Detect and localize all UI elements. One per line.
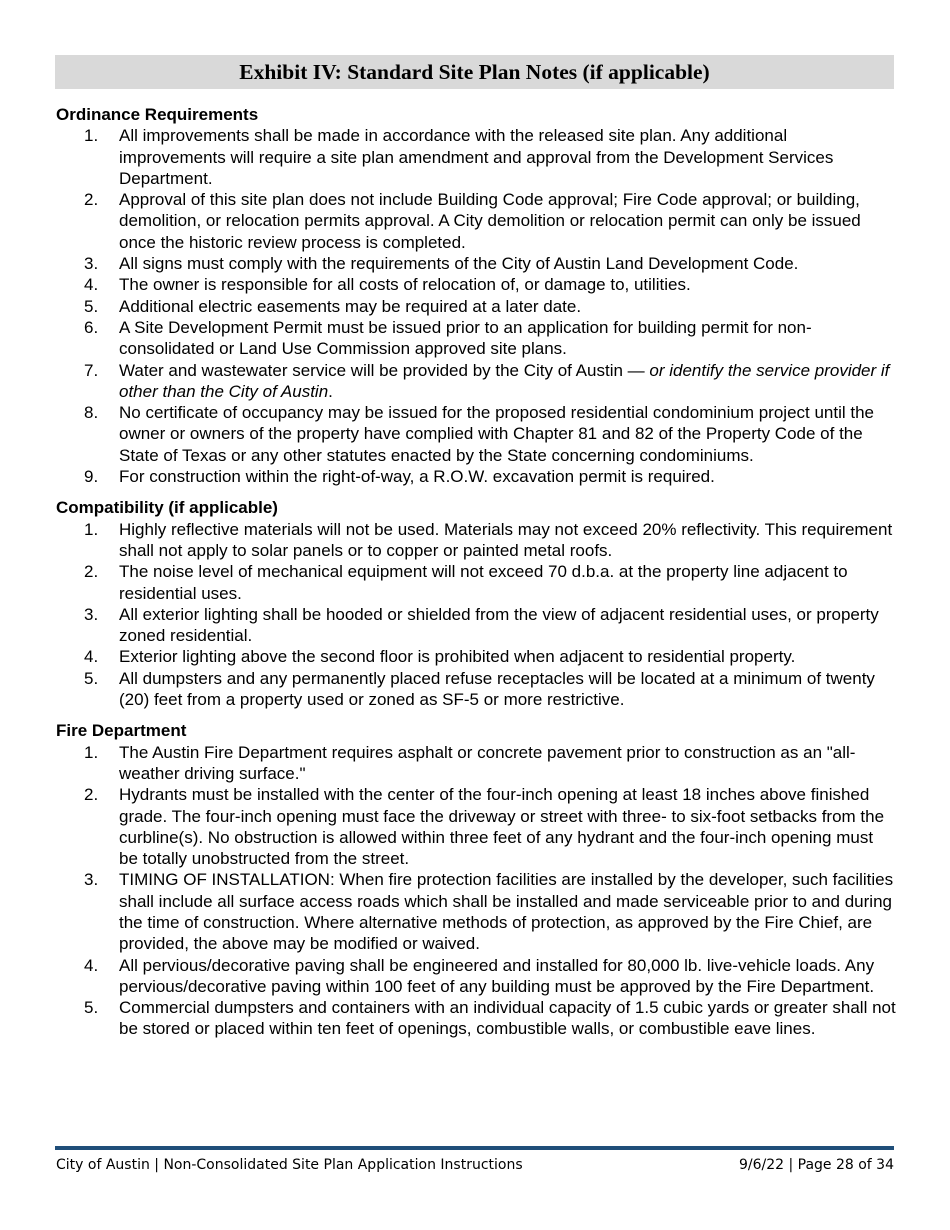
list-item: 1. Highly reflective materials will not be used. Materials may not exceed 20% reflectivity. This requirement shall not apply to solar panels or to copper or painted metal roofs.: [84, 519, 893, 560]
compatibility-list: [56, 519, 896, 711]
list-item: 7. Water and wastewater service will be provided by the City of Austin — or identify the service provider if other than the City of Austin.: [84, 360, 890, 401]
list-item: 5. Commercial dumpsters and containers with an individual capacity of 1.5 cubic yards or greater shall not be stored or placed within ten feet of openings, combustible walls, or combustible eave lines.: [84, 998, 896, 1039]
list-item: 1. The Austin Fire Department requires asphalt or concrete pavement prior to construction as an "all-weather driving surface.": [84, 742, 856, 783]
document-body: [56, 104, 896, 1050]
list-item: 1. All improvements shall be made in accordance with the released site plan. Any additional improvements will require a site plan amendment and approval from the Development Services Department.: [84, 126, 834, 188]
list-item: 5. All dumpsters and any permanently placed refuse receptacles will be located at a minimum of twenty (20) feet from a property used or zoned as SF-5 or more restrictive.: [84, 668, 875, 710]
list-item: 2. The noise level of mechanical equipment will not exceed 70 d.b.a. at the property line adjacent to residential uses.: [84, 562, 848, 603]
list-item: 3. All exterior lighting shall be hooded or shielded from the view of adjacent residential uses, or property zoned residential.: [84, 604, 879, 646]
page-title: Exhibit IV: Standard Site Plan Notes (if applicable): [55, 55, 894, 89]
ordinance-list: [56, 125, 896, 487]
list-item: 2. Hydrants must be installed with the center of the four-inch opening at least 18 inches above finished grade. The four-inch opening must face the driveway or street with three- to six-foot setbacks from the curbline(s). No obstruction is allowed within three feet of any hydrant and the four-inch opening must be totally unobstructed from the street.: [84, 785, 885, 869]
list-item: 3. All signs must comply with the requirements of the City of Austin Land Development Code.: [84, 254, 799, 274]
list-item: 4. Exterior lighting above the second floor is prohibited when adjacent to residential property.: [84, 647, 796, 667]
fire-department-list: [56, 742, 896, 1040]
list-item: 4. All pervious/decorative paving shall be engineered and installed for 80,000 lb. live-vehicle loads. Any pervious/decorative paving within 100 feet of any building must be approved by the Fire Department.: [84, 955, 875, 996]
list-item: 5. Additional electric easements may be required at a later date.: [84, 296, 582, 316]
section-heading: Ordinance Requirements: [56, 105, 259, 124]
list-item: 6. A Site Development Permit must be issued prior to an application for building permit for non-consolidated or Land Use Commission approved site plans.: [84, 317, 812, 359]
list-item: 2. Approval of this site plan does not include Building Code approval; Fire Code approval; or building, demolition, or relocation permits approval. A City demolition or relocation permit can only be issued once the historic review process is completed.: [84, 190, 861, 252]
section-fire-department: [56, 720, 896, 1039]
section-compatibility: [56, 497, 896, 710]
footer-document-title: City of Austin | Non-Consolidated Site Plan Application Instructions: [56, 1157, 523, 1173]
section-heading: Compatibility (if applicable): [56, 498, 278, 518]
list-item: 3. TIMING OF INSTALLATION: When fire protection facilities are installed by the developer, such facilities shall include all surface access roads which shall be installed and made serviceable prior to and during the time of construction. Where alternative methods of protection, as approved by the Fire Chief, are provided, the above may be modified or waived.: [84, 870, 894, 954]
section-ordinance: [56, 104, 896, 487]
list-item: 4. The owner is responsible for all costs of relocation of, or damage to, utilities.: [84, 275, 691, 295]
list-item: 9. For construction within the right-of-way, a R.O.W. excavation permit is required.: [84, 467, 715, 487]
footer-page-info: 9/6/22 | Page 28 of 34: [738, 1157, 894, 1173]
footer-divider: [55, 1146, 894, 1150]
list-item: 8. No certificate of occupancy may be issued for the proposed residential condominium project until the owner or owners of the property have complied with Chapter 81 and 82 of the Property Code of the State of Texas or any other statutes enacted by the State concerning condominiums.: [84, 403, 875, 465]
section-heading: Fire Department: [56, 721, 187, 741]
